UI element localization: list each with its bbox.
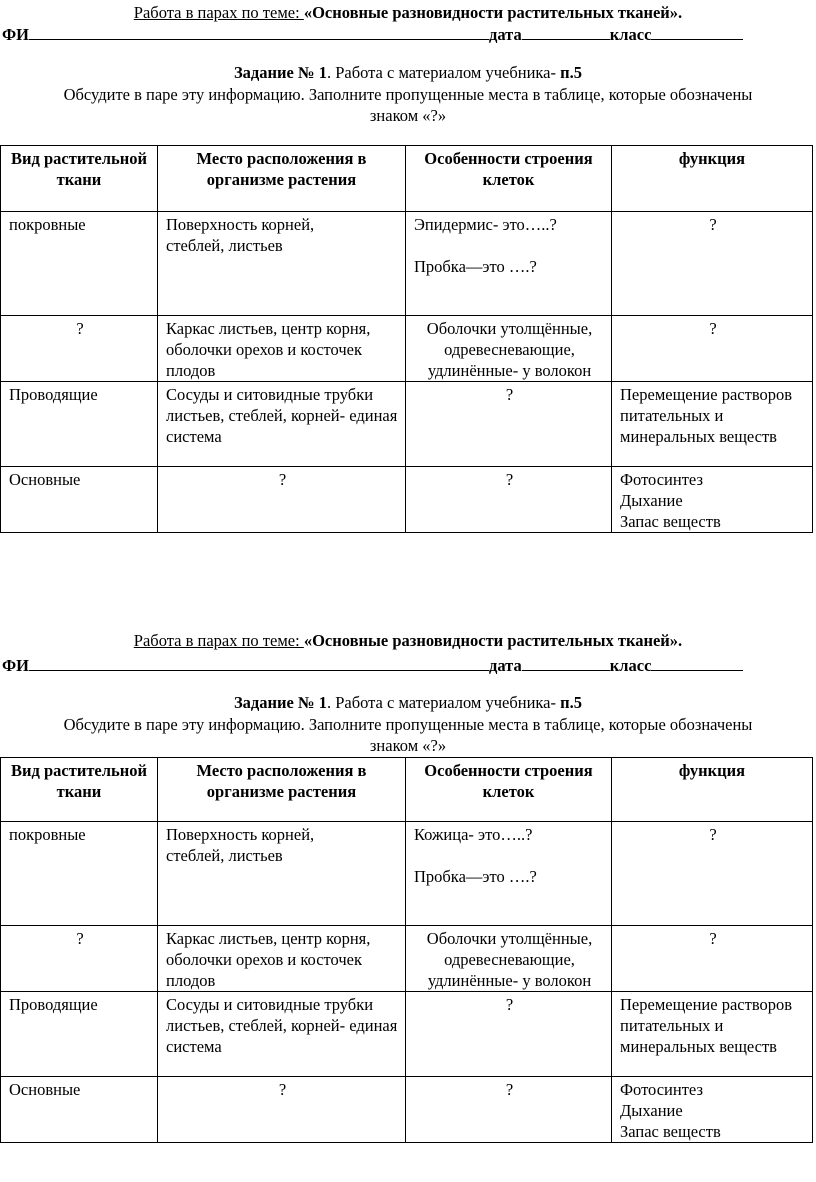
table-cell: Проводящие [1,382,158,467]
table-cell: Кожица- это…..? Пробка—это ….? [406,822,612,926]
fi-label: ФИ [2,25,30,44]
task-heading [0,693,816,713]
worksheet-title [0,3,816,23]
table-cell: Перемещение растворов питательных и минеральных веществ [612,382,813,467]
instruction-line: Обсудите в паре эту информацию. Заполните пропущенные места в таблице, которые обозначены [63,715,753,734]
date-blank[interactable] [522,24,610,40]
instruction-line: знаком «?» [369,106,447,125]
class-label: класс [609,25,652,44]
table-cell: покровные [1,822,158,926]
student-info-line [2,24,743,45]
column-header: функция [612,758,813,822]
table-header-row [1,146,813,212]
table-cell: Сосуды и ситовидные трубки листьев, стеблей, корней- единая система [158,992,406,1077]
table-row [1,467,813,533]
table-row [1,822,813,926]
table-cell: Поверхность корней, стеблей, листьев [158,822,406,926]
column-header: Вид растительной ткани [1,758,158,822]
title-prefix: Работа в парах по теме: [133,631,304,650]
table-cell[interactable]: ? [158,1077,406,1143]
table-cell: Эпидермис- это…..? Пробка—это ….? [406,212,612,316]
task-text: . Работа с материалом учебника- [326,63,561,82]
table-cell: Сосуды и ситовидные трубки листьев, стеблей, корней- единая система [158,382,406,467]
title-prefix: Работа в парах по теме: [133,3,304,22]
task-ref: п.5 [560,693,583,712]
table-cell: Оболочки утолщённые, одревесневающие, удлинённые- у волокон [406,926,612,992]
date-label: дата [489,25,522,44]
tissue-table [0,757,813,1143]
task-heading [0,63,816,83]
table-cell[interactable]: ? [406,382,612,467]
table-cell: Фотосинтез Дыхание Запас веществ [612,1077,813,1143]
instruction-line: Обсудите в паре эту информацию. Заполните пропущенные места в таблице, которые обозначены [63,85,753,104]
title-topic: «Основные разновидности растительных тканей». [303,631,683,650]
fi-label: ФИ [2,656,30,675]
name-blank[interactable] [29,655,489,671]
task-ref: п.5 [560,63,583,82]
class-blank[interactable] [651,655,743,671]
table-cell[interactable]: ? [158,467,406,533]
instruction-line: знаком «?» [369,736,447,755]
table-row [1,212,813,316]
table-cell: Каркас листьев, центр корня, оболочки орехов и косточек плодов [158,926,406,992]
table-cell[interactable]: ? [612,316,813,382]
table-cell[interactable]: ? [1,316,158,382]
table-cell[interactable]: ? [406,992,612,1077]
column-header: Место расположения в организме растения [158,146,406,212]
task-label: Задание № 1 [233,693,327,712]
title-topic: «Основные разновидности растительных тканей». [303,3,683,22]
column-header: Особенности строения клеток [406,146,612,212]
table-cell: Основные [1,467,158,533]
task-text: . Работа с материалом учебника- [326,693,561,712]
table-cell[interactable]: ? [1,926,158,992]
table-row [1,926,813,992]
table-row [1,316,813,382]
table-cell: Основные [1,1077,158,1143]
table-cell[interactable]: ? [612,212,813,316]
worksheet-title [0,631,816,651]
name-blank[interactable] [29,24,489,40]
table-cell: Проводящие [1,992,158,1077]
class-blank[interactable] [651,24,743,40]
table-cell: Каркас листьев, центр корня, оболочки орехов и косточек плодов [158,316,406,382]
tissue-table [0,145,813,533]
table-header-row [1,758,813,822]
date-label: дата [489,656,522,675]
table-cell: покровные [1,212,158,316]
table-cell: Перемещение растворов питательных и минеральных веществ [612,992,813,1077]
class-label: класс [609,656,652,675]
table-cell: Поверхность корней, стеблей, листьев [158,212,406,316]
table-row [1,1077,813,1143]
column-header: Место расположения в организме растения [158,758,406,822]
column-header: Особенности строения клеток [406,758,612,822]
column-header: Вид растительной ткани [1,146,158,212]
task-label: Задание № 1 [233,63,327,82]
table-cell[interactable]: ? [406,467,612,533]
table-row [1,992,813,1077]
column-header: функция [612,146,813,212]
date-blank[interactable] [522,655,610,671]
table-cell[interactable]: ? [406,1077,612,1143]
table-cell: Оболочки утолщённые, одревесневающие, удлинённые- у волокон [406,316,612,382]
table-cell[interactable]: ? [612,822,813,926]
student-info-line [2,655,743,676]
table-row [1,382,813,467]
table-cell: Фотосинтез Дыхание Запас веществ [612,467,813,533]
table-cell[interactable]: ? [612,926,813,992]
